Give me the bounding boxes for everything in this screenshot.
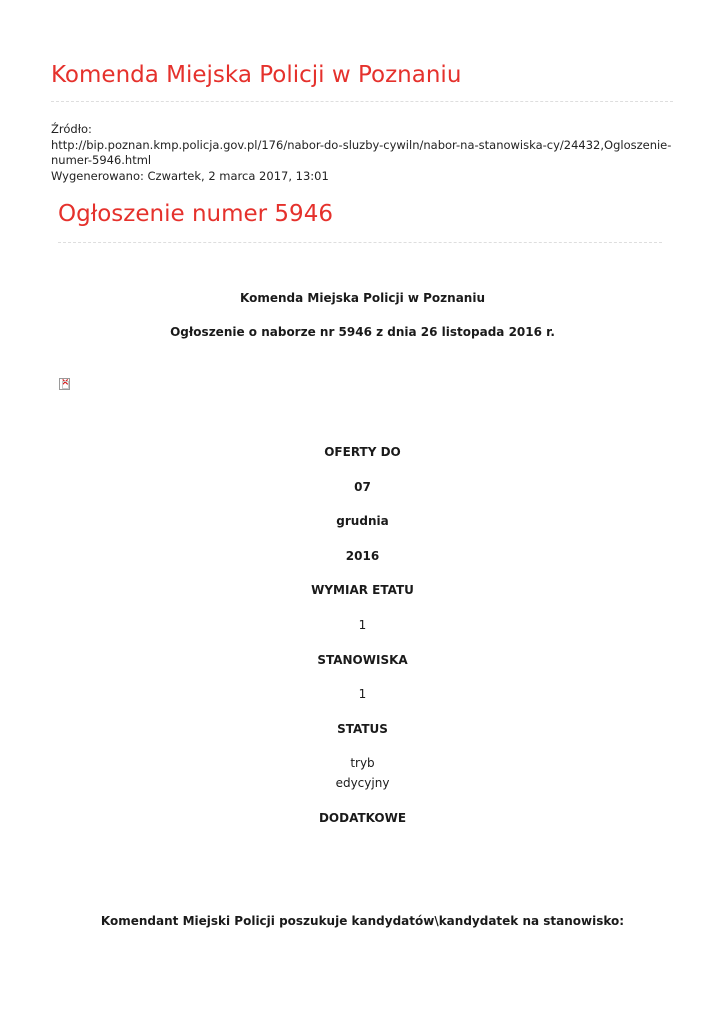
- fte-label: WYMIAR ETATU: [311, 583, 414, 597]
- positions-value: 1: [358, 687, 367, 701]
- intro-text: Komendant Miejski Policji poszukuje kandydatów\kandydatek na stanowisko:: [100, 914, 625, 928]
- announcement-subtitle: Ogłoszenie o naborze nr 5946 z dnia 26 listopada 2016 r.: [170, 325, 555, 339]
- status-label: STATUS: [337, 722, 388, 736]
- status-value-line-2: edycyjny: [335, 776, 390, 790]
- site-title: Komenda Miejska Policji w Poznaniu: [51, 62, 462, 88]
- generated-date: Wygenerowano: Czwartek, 2 marca 2017, 13:01: [51, 168, 329, 183]
- offers-label: OFERTY DO: [324, 445, 401, 459]
- offers-month: grudnia: [336, 514, 389, 528]
- fte-value: 1: [358, 618, 367, 632]
- positions-label: STANOWISKA: [317, 653, 408, 667]
- additional-label: DODATKOWE: [318, 811, 407, 825]
- header-divider: [51, 101, 673, 102]
- source-label: Źródło:: [51, 122, 92, 136]
- offers-year: 2016: [345, 549, 380, 563]
- document-title: Ogłoszenie numer 5946: [58, 201, 333, 227]
- offers-day: 07: [354, 480, 371, 494]
- organization-name: Komenda Miejska Policji w Poznaniu: [240, 291, 485, 305]
- broken-image-icon: ×: [61, 377, 70, 388]
- source-url[interactable]: http://bip.poznan.kmp.policja.gov.pl/176/nabor-do-sluzby-cywiln/nabor-na-stanowiska-cy/24432,Ogloszenie-numer-5946.html: [51, 137, 672, 167]
- title-divider: [58, 242, 662, 243]
- status-value-line-1: tryb: [350, 756, 375, 770]
- document-meta: [51, 122, 673, 184]
